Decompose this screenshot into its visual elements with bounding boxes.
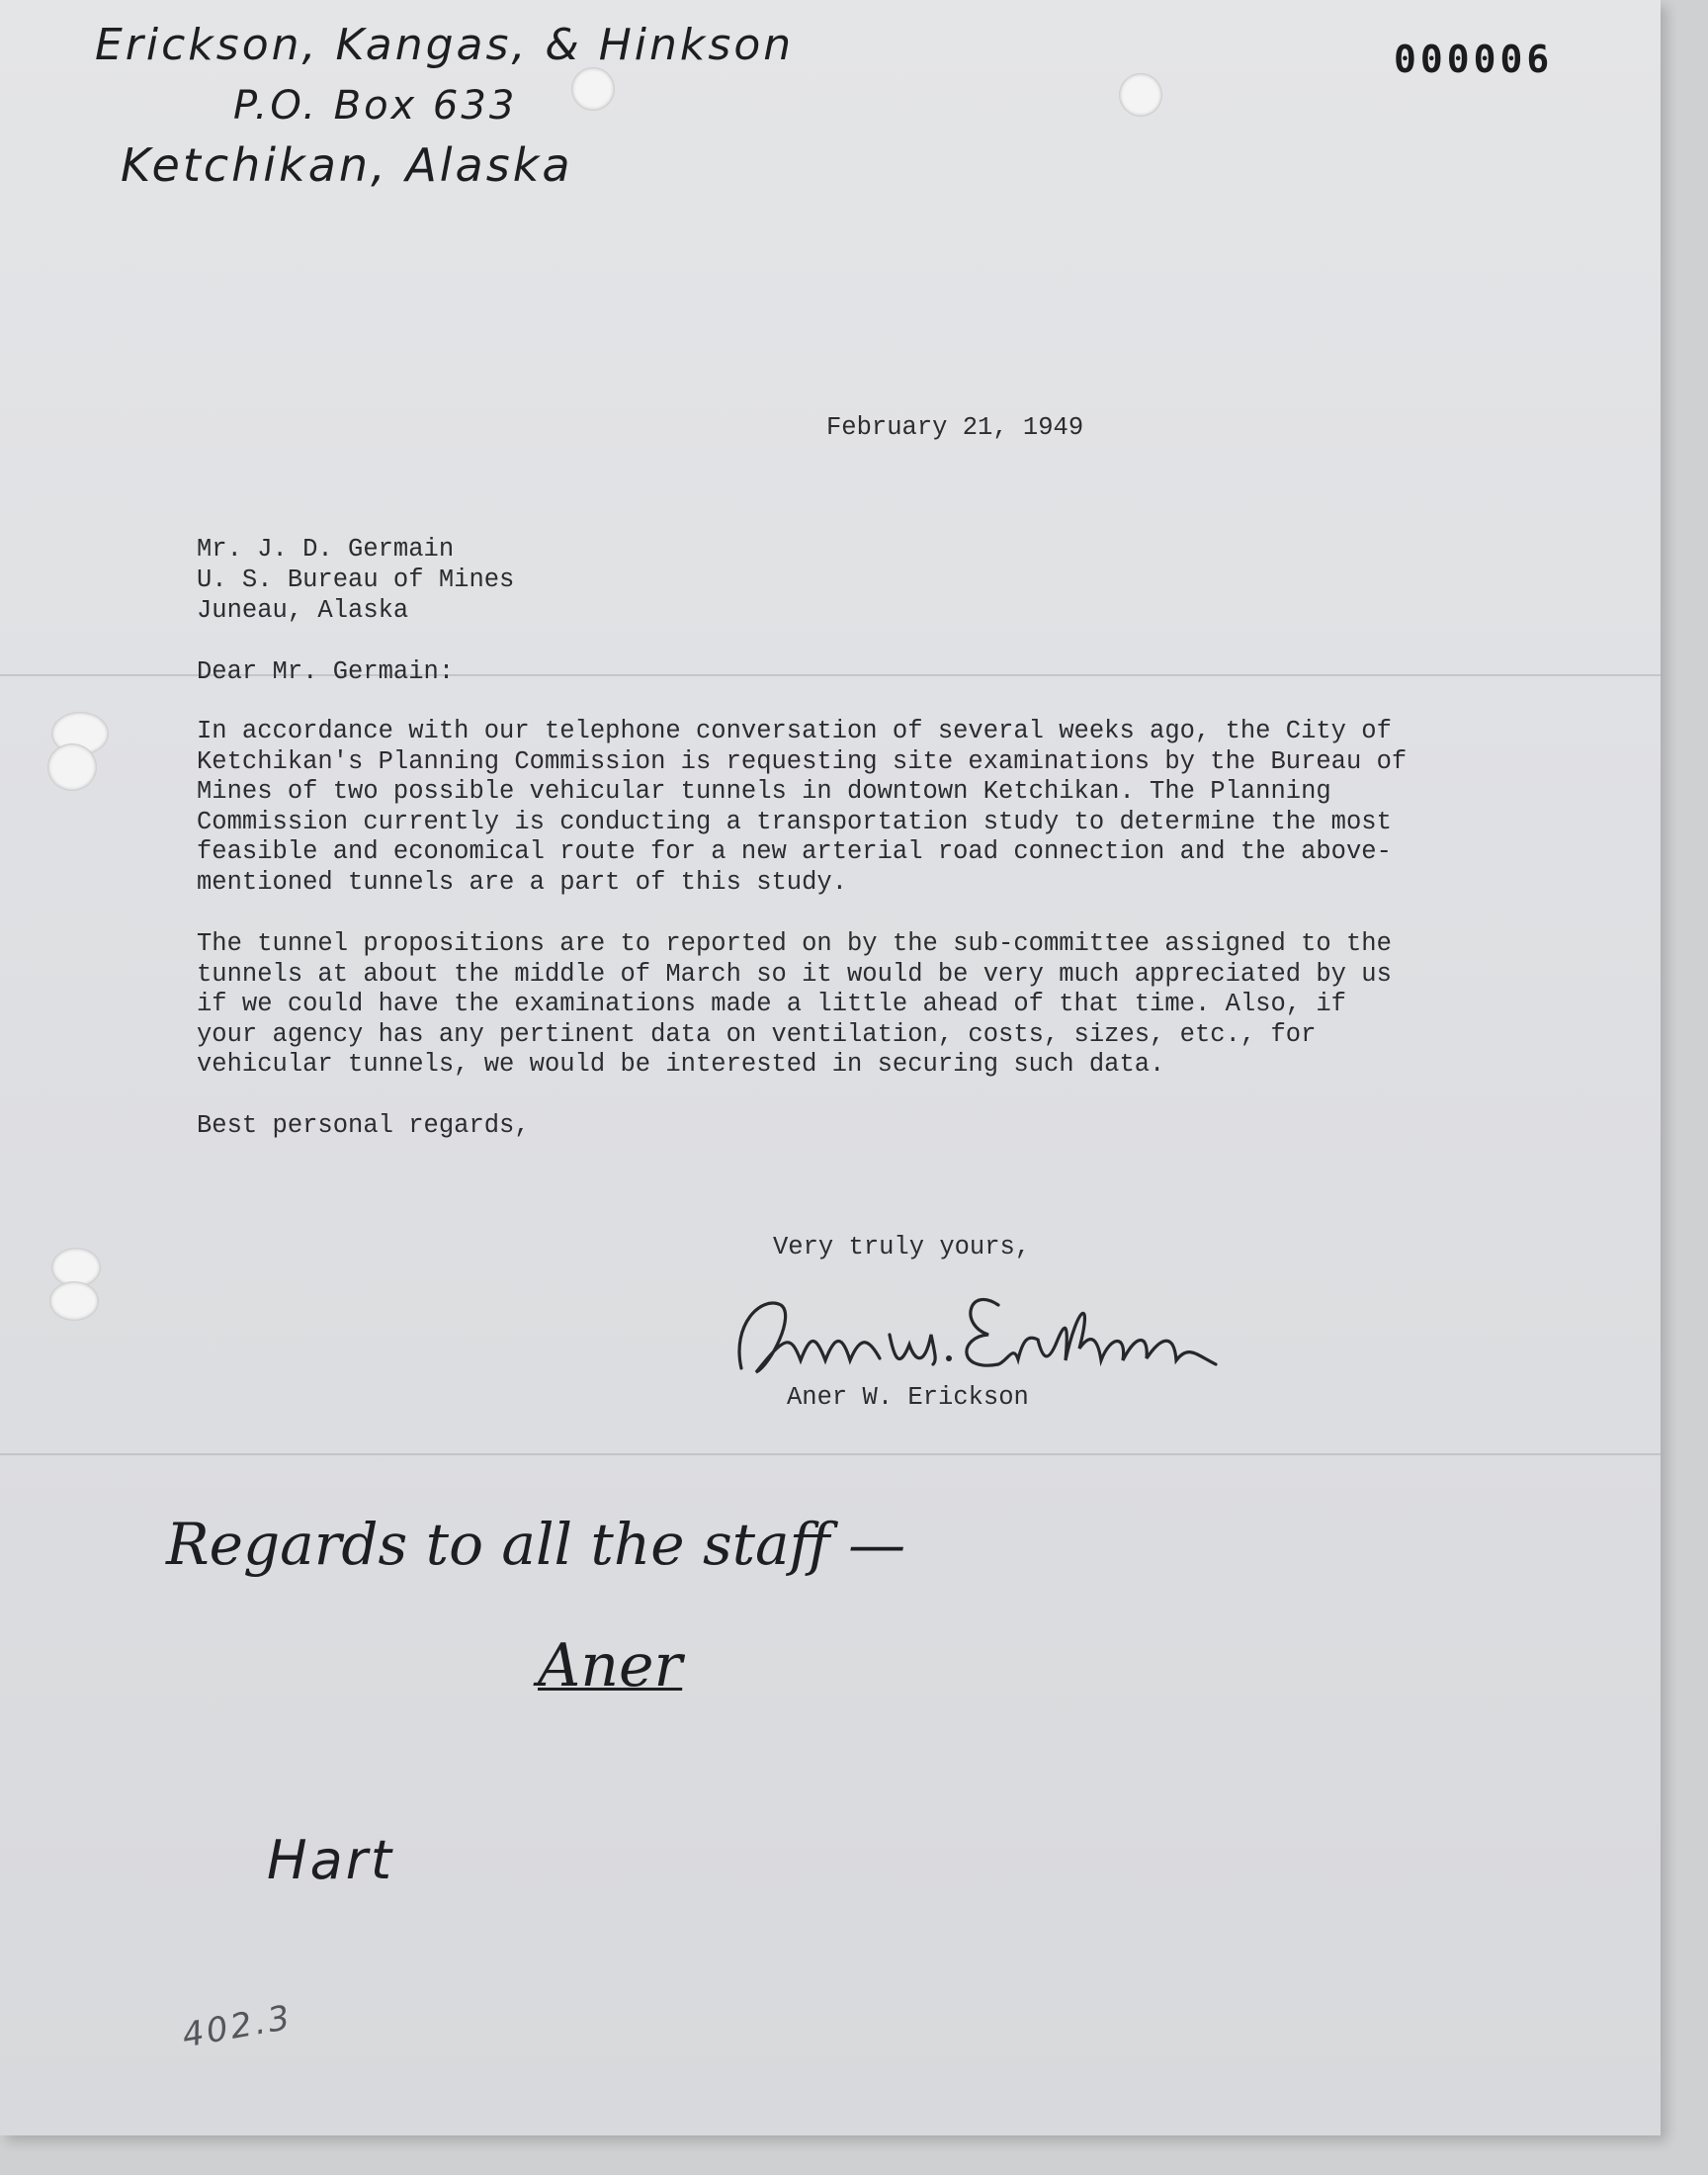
valediction: Very truly yours, [773, 1233, 1031, 1262]
recipient-name: Mr. J. D. Germain [197, 535, 455, 564]
paragraph-line: if we could have the examinations made a little ahead of that time. Also, if [197, 990, 1346, 1019]
punch-hole [47, 743, 97, 791]
handwritten-file-number: 402.3 [179, 1997, 296, 2056]
paragraph-line: Ketchikan's Planning Commission is requesting site examinations by the Bureau of [197, 746, 1408, 776]
handwritten-header-line1: Erickson, Kangas, & Hinkson [95, 20, 795, 70]
paragraph-line: In accordance with our telephone conversation of several weeks ago, the City of [197, 717, 1392, 745]
letter-date: February 21, 1949 [826, 413, 1084, 442]
handwritten-header-line3: Ketchikan, Alaska [121, 138, 573, 192]
handwritten-initial: Aner [538, 1631, 683, 1700]
signer-name: Aner W. Erickson [787, 1383, 1029, 1412]
punch-hole [1119, 73, 1162, 117]
recipient-organization: U. S. Bureau of Mines [197, 566, 515, 594]
punch-hole [49, 1281, 99, 1321]
paragraph-line: The tunnel propositions are to reported on by the sub-committee assigned to the [197, 929, 1392, 958]
handwritten-note: Regards to all the staff — [166, 1511, 906, 1578]
punch-hole [571, 67, 615, 111]
paragraph-line: tunnels at about the middle of March so it would be very much appreciated by us [197, 959, 1392, 989]
paragraph-line: your agency has any pertinent data on ventilation, costs, sizes, etc., for [197, 1019, 1317, 1049]
salutation: Dear Mr. Germain: [197, 657, 455, 686]
body-paragraph-2 [197, 929, 1392, 1081]
body-paragraph-1 [197, 717, 1407, 899]
paragraph-line: Mines of two possible vehicular tunnels in downtown Ketchikan. The Planning [197, 777, 1331, 807]
document-number-stamp: 000006 [1394, 38, 1554, 81]
paragraph-line: Commission currently is conducting a transportation study to determine the most [197, 807, 1392, 836]
paragraph-line: mentioned tunnels are a part of this study. [197, 867, 848, 897]
closing-regards: Best personal regards, [197, 1111, 530, 1140]
handwritten-header-line2: P.O. Box 633 [233, 83, 518, 129]
paragraph-line: feasible and economical route for a new arterial road connection and the above- [197, 837, 1392, 867]
signature-graphic [702, 1265, 1255, 1394]
recipient-location: Juneau, Alaska [197, 596, 409, 625]
handwritten-name: Hart [267, 1829, 395, 1891]
paragraph-line: vehicular tunnels, we would be interested in securing such data. [197, 1050, 1165, 1080]
paper-fold-line [0, 1453, 1661, 1455]
